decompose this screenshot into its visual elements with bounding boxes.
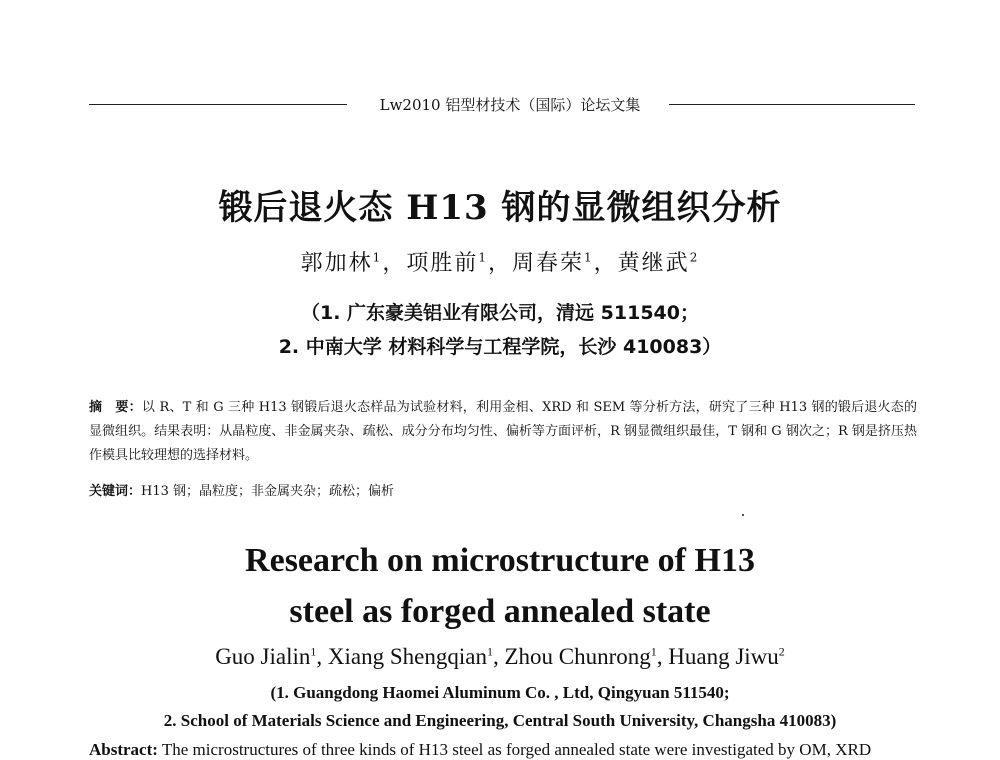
chinese-title: 锻后退火态 H13 钢的显微组织分析 xyxy=(218,188,782,228)
english-title-line-2: steel as forged annealed state xyxy=(289,593,711,630)
author-affiliation-mark: 1 xyxy=(310,644,317,659)
author-affiliation-mark: 1 xyxy=(372,250,383,265)
author-name: Xiang Shengqian xyxy=(327,644,487,669)
author-name: 项胜前 xyxy=(406,251,479,276)
author-affiliation-mark: 1 xyxy=(584,250,594,265)
author-separator: , xyxy=(316,644,328,669)
author-separator: , xyxy=(492,644,505,669)
author-name: Huang Jiwu xyxy=(668,644,779,669)
chinese-abstract-text: 以 R、T 和 G 三种 H13 钢锻后退火态样品为试验材料，利用金相、XRD 和 SEM 等分析方法，研究了三种 H13 钢的锻后退火态的显微组织。结果表明：从晶粒度、非金属夹杂、疏松、成分分布均匀性、偏析等方面评析，R 钢显微组织最佳，T 钢和 G 钢次之；R 钢是挤压热作模具比较理想的选择材料。 xyxy=(89,400,917,463)
chinese-keywords xyxy=(89,480,917,504)
author-name: Guo Jialin xyxy=(215,644,311,669)
author-affiliation-mark: 1 xyxy=(478,250,488,265)
author-affiliation-mark: 2 xyxy=(778,644,785,659)
english-abstract-text: The microstructures of three kinds of H13 steel as forged annealed state were investigated by OM, XRD xyxy=(157,740,872,759)
author-affiliation-mark: 1 xyxy=(650,644,657,659)
chinese-affiliation-2: 2. 中南大学 材料科学与工程学院，长沙 410083） xyxy=(278,336,722,358)
author-name: Zhou Chunrong xyxy=(504,644,651,669)
author-name: 郭加林 xyxy=(300,251,373,276)
author-separator: ， xyxy=(382,251,407,276)
author-separator: , xyxy=(656,644,669,669)
english-title-line-1: Research on microstructure of H13 xyxy=(245,542,755,579)
header-rule-left xyxy=(89,104,347,105)
english-affiliation-1: (1. Guangdong Haomei Aluminum Co. , Ltd, Qingyuan 511540; xyxy=(270,683,730,702)
english-abstract xyxy=(89,740,919,760)
header-rule-right xyxy=(669,104,915,105)
running-header: Lw2010 铝型材技术（国际）论坛文集 xyxy=(379,96,641,114)
chinese-abstract xyxy=(89,396,917,468)
english-abstract-label: Abstract: xyxy=(89,740,158,759)
english-authors xyxy=(0,644,1000,670)
english-affiliation-2: 2. School of Materials Science and Engineering, Central South University, Changsha 410083) xyxy=(163,711,837,730)
chinese-abstract-label: 摘 要： xyxy=(89,400,142,415)
chinese-keywords-text: H13 钢；晶粒度；非金属夹杂；疏松；偏析 xyxy=(141,484,395,499)
author-name: 黄继武 xyxy=(617,251,690,276)
chinese-keywords-label: 关键词： xyxy=(89,484,142,499)
author-name: 周春荣 xyxy=(512,251,585,276)
author-affiliation-mark: 2 xyxy=(689,250,700,265)
author-separator: ， xyxy=(487,251,512,276)
chinese-affiliation-1: （1. 广东豪美铝业有限公司，清远 511540； xyxy=(301,302,699,324)
stray-dot xyxy=(742,514,744,516)
author-separator: ， xyxy=(593,251,618,276)
chinese-authors xyxy=(0,246,1000,277)
author-affiliation-mark: 1 xyxy=(486,644,493,659)
